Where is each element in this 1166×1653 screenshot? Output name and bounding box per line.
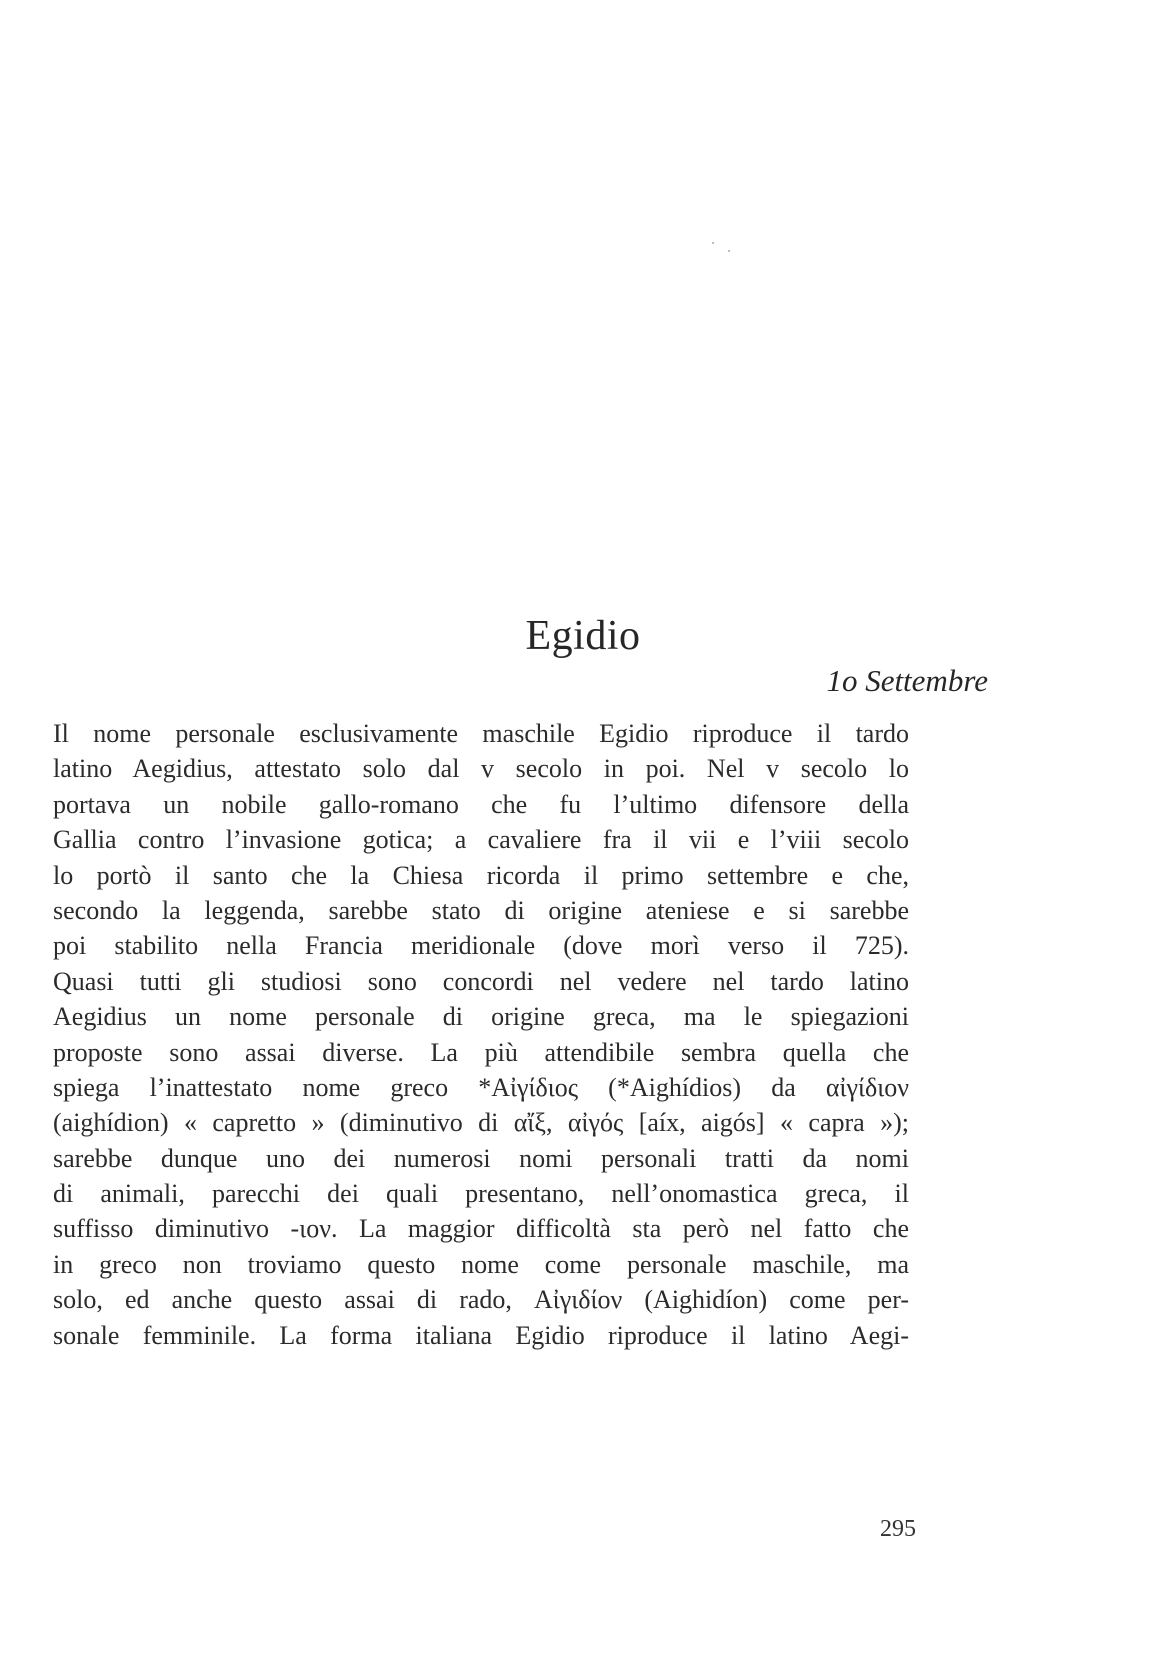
body-line: poi stabilito nella Francia meridionale (dove morì verso il 725). <box>53 931 909 961</box>
page-number: 295 <box>880 1516 916 1542</box>
body-line: solo, ed anche questo assai di rado, Αἰγιδίον (Aighidíon) come per- <box>53 1285 909 1315</box>
body-line: portava un nobile gallo-romano che fu l’ultimo difensore della <box>53 789 909 819</box>
body-line: in greco non troviamo questo nome come personale maschile, ma <box>53 1249 909 1279</box>
feast-date-day: 1o <box>826 663 858 698</box>
body-line: Gallia contro l’invasione gotica; a cavaliere fra il vii e l’viii secolo <box>53 825 909 855</box>
body-line: suffisso diminutivo -ιον. La maggior difficoltà sta però nel fatto che <box>53 1214 909 1244</box>
body-line: latino Aegidius, attestato solo dal v secolo in poi. Nel v secolo lo <box>53 754 909 784</box>
body-line: secondo la leggenda, sarebbe stato di origine ateniese e si sarebbe <box>53 895 909 925</box>
body-line: sarebbe dunque uno dei numerosi nomi personali tratti da nomi <box>53 1143 909 1173</box>
body-line: sonale femminile. La forma italiana Egidio riproduce il latino Aegi- <box>53 1320 909 1350</box>
body-line: Il nome personale esclusivamente maschile Egidio riproduce il tardo <box>53 719 909 748</box>
entry-title: Egidio <box>525 613 641 659</box>
body-line: di animali, parecchi dei quali presentano, nell’onomastica greca, il <box>53 1179 909 1209</box>
body-line: (aighídion) « capretto » (diminutivo di αἴξ, αἰγός [aíx, aigós] « capra »); <box>53 1108 909 1138</box>
body-line: Quasi tutti gli studiosi sono concordi nel vedere nel tardo latino <box>53 966 909 996</box>
scan-speck <box>712 242 714 244</box>
body-line: proposte sono assai diverse. La più attendibile sembra quella che <box>53 1037 909 1067</box>
entry-body <box>53 716 909 1353</box>
feast-date-month: Settembre <box>865 663 988 698</box>
scan-speck <box>728 250 730 252</box>
body-line: lo portò il santo che la Chiesa ricorda il primo settembre e che, <box>53 860 909 890</box>
feast-date <box>826 663 988 699</box>
body-line: spiega l’inattestato nome greco *Αἰγίδιος (*Aighídios) da αἰγίδιον <box>53 1072 909 1102</box>
body-line: Aegidius un nome personale di origine greca, ma le spiegazioni <box>53 1002 909 1032</box>
